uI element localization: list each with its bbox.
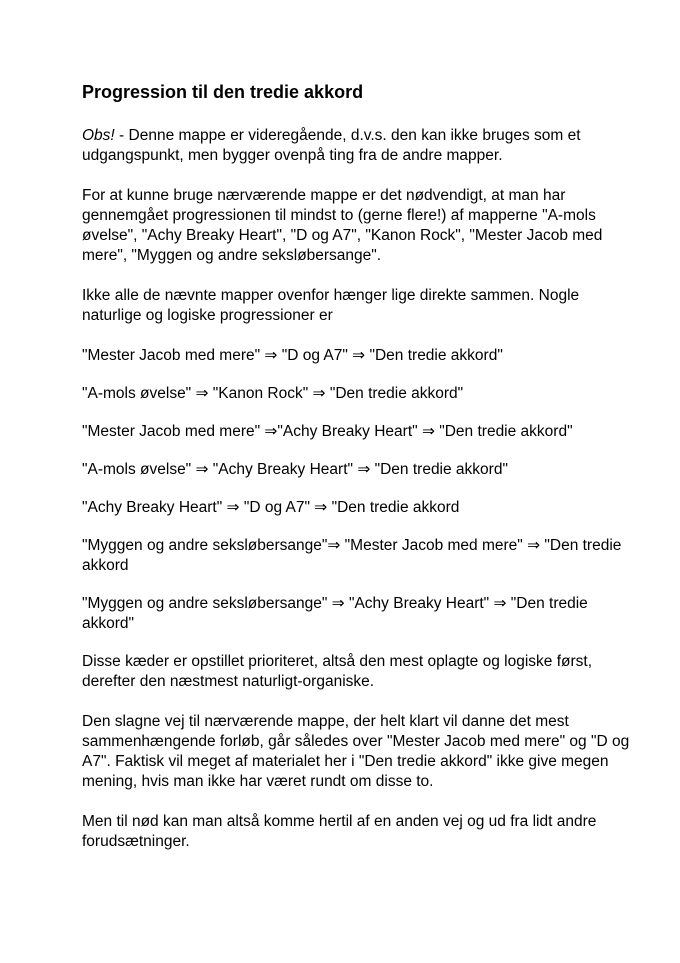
obs-label: Obs! — [82, 127, 115, 144]
progression-chain-1: "Mester Jacob med mere" ⇒ "D og A7" ⇒ "Den tredie akkord" — [82, 347, 503, 364]
prerequisite-paragraph: For at kunne bruge nærværende mappe er det nødvendigt, at man har gennemgået progressionen til mindst to (gerne flere!) af mapperne "A-mols øvelse", "Achy Breaky Heart", "D og A7", "Kanon Rock", "Mester Jacob med mere", "Myggen og andre seksløbersange". — [82, 187, 603, 264]
intro-paragraph — [82, 126, 642, 166]
progression-chain-5: "Achy Breaky Heart" ⇒ "D og A7" ⇒ "Den tredie akkord — [82, 499, 460, 516]
intro-text: - Denne mappe er videregående, d.v.s. den kan ikke bruges som et udgangspunkt, men bygger ovenpå ting fra de andre mapper. — [82, 127, 581, 164]
progression-chain-4: "A-mols øvelse" ⇒ "Achy Breaky Heart" ⇒ "Den tredie akkord" — [82, 461, 508, 478]
not-all-paragraph: Ikke alle de nævnte mapper ovenfor hænger lige direkte sammen. Nogle naturlige og logiske progressioner er — [82, 287, 580, 324]
beaten-path-paragraph: Den slagne vej til nærværende mappe, der helt klart vil danne det mest sammenhængende forløb, går således over "Mester Jacob med mere" og "D og A7". Faktisk vil meget af materialet her i "Den tredie akkord" ikke give megen mening, hvis man ikke har været rundt om disse to. — [82, 713, 630, 790]
progression-chain-7: "Myggen og andre seksløbersange" ⇒ "Achy Breaky Heart" ⇒ "Den tredie akkord" — [82, 595, 588, 632]
priority-paragraph: Disse kæder er opstillet prioriteret, altså den mest oplagte og logiske først, derefter den næstmest naturligt-organiske. — [82, 653, 593, 690]
alternative-paragraph: Men til nød kan man altså komme hertil af en anden vej og ud fra lidt andre forudsætninger. — [82, 813, 597, 850]
progression-chain-3: "Mester Jacob med mere" ⇒"Achy Breaky Heart" ⇒ "Den tredie akkord" — [82, 423, 573, 440]
document-page — [82, 80, 642, 872]
progression-chain-2: "A-mols øvelse" ⇒ "Kanon Rock" ⇒ "Den tredie akkord" — [82, 385, 464, 402]
progression-chain-6: "Myggen og andre seksløbersange"⇒ "Mester Jacob med mere" ⇒ "Den tredie akkord — [82, 537, 622, 574]
document-title: Progression til den tredie akkord — [82, 82, 364, 102]
